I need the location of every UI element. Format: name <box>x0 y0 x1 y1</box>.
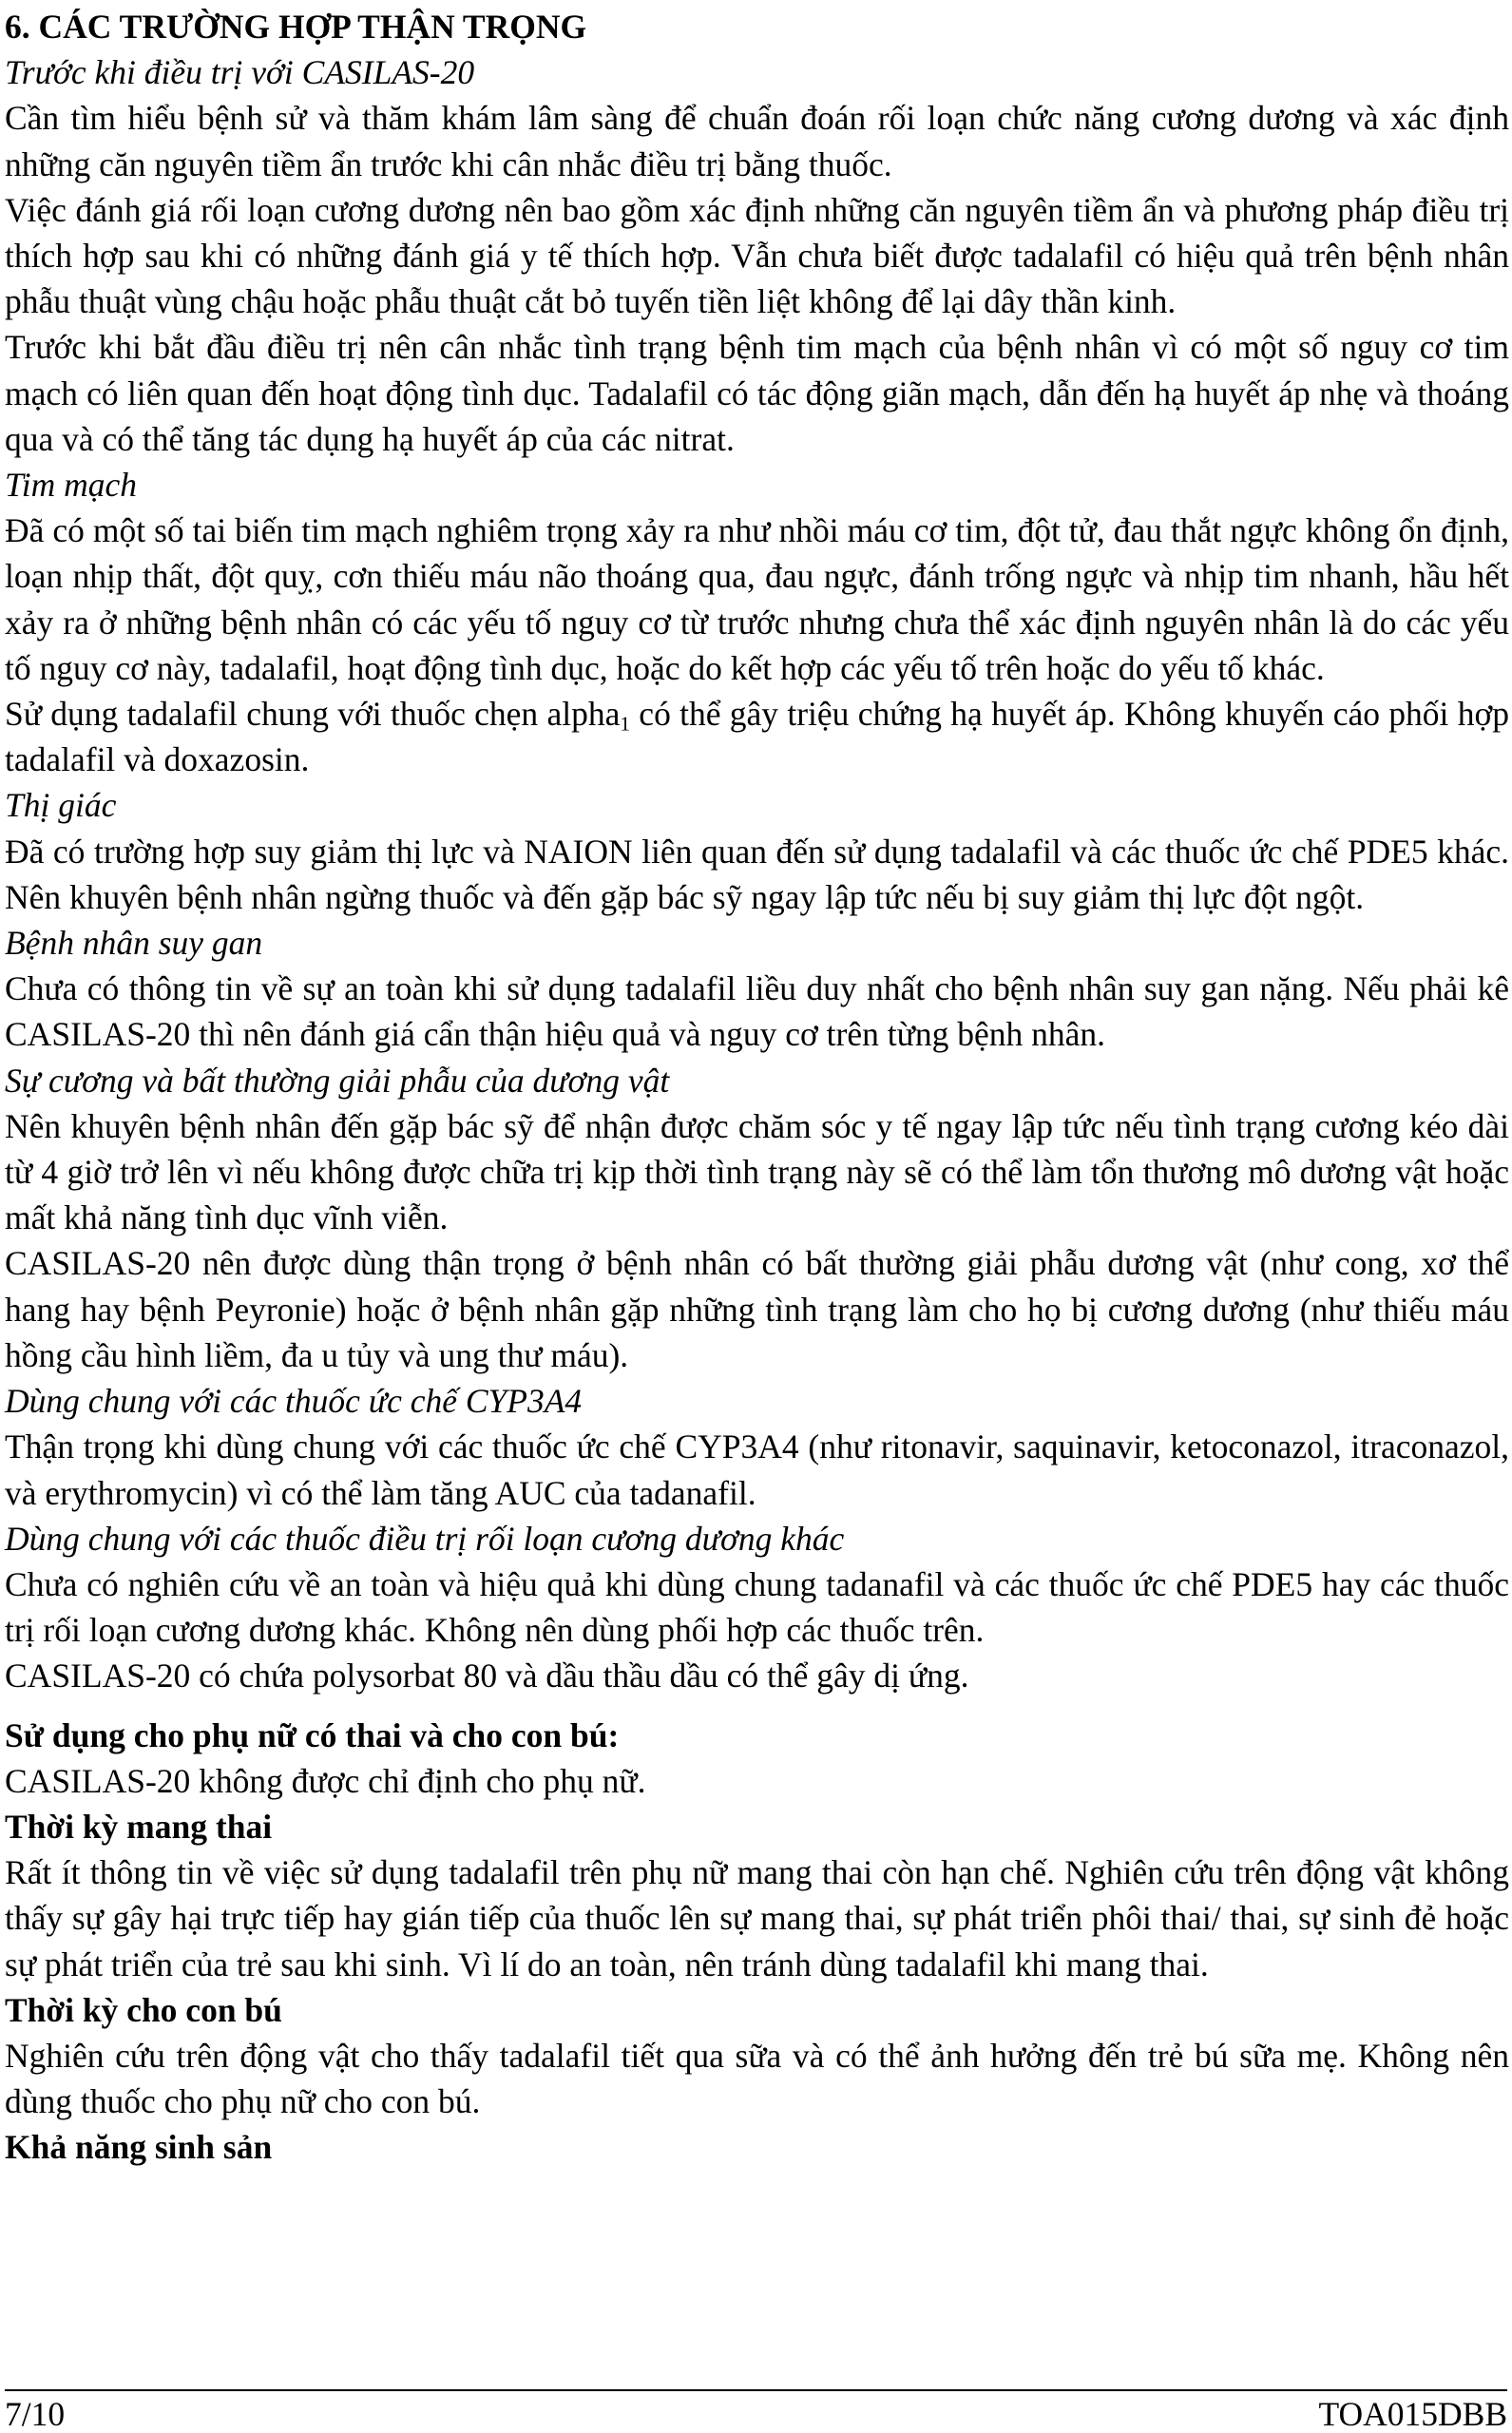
before-treatment-paragraph-3: Trước khi bắt đầu điều trị nên cân nhắc tình trạng bệnh tim mạch của bệnh nhân vì có một số nguy cơ tim mạch có liên quan đến hoạt động tình dục. Tadalafil có tác động giãn mạch, dẫn đến hạ huyết áp nhẹ và thoáng qua và có thể tăng tác dụng hạ huyết áp của các nitrat. <box>5 328 1509 458</box>
pregnancy-period-heading: Thời kỳ mang thai <box>5 1807 273 1846</box>
lactation-heading: Thời kỳ cho con bú <box>5 1990 282 2029</box>
pregnancy-title: Sử dụng cho phụ nữ có thai và cho con bú: <box>5 1715 620 1754</box>
vision-heading: Thị giác <box>5 786 117 825</box>
other-ed-paragraph-1: Chưa có nghiên cứu về an toàn và hiệu quả khi dùng chung tadanafil và các thuốc ức chế PDE5 hay các thuốc trị rối loạn cương dương khác. Không nên dùng phối hợp các thuốc trên. <box>5 1564 1509 1650</box>
section-gap <box>5 1699 1509 1713</box>
cardiovascular-paragraph-2 <box>5 691 1509 782</box>
other-ed-heading: Dùng chung với các thuốc điều trị rối loạn cương dương khác <box>5 1519 845 1558</box>
cyp3a4-heading: Dùng chung với các thuốc ức chế CYP3A4 <box>5 1382 583 1421</box>
cardiovascular-paragraph-1: Đã có một số tai biến tim mạch nghiêm trọng xảy ra như nhồi máu cơ tim, đột tử, đau thắt ngực không ổn định, loạn nhịp thất, đột quỵ, cơn thiếu máu não thoáng qua, đau ngực, đánh trống ngực và nhịp tim nhanh, hầu hết xảy ra ở những bệnh nhân có các yếu tố nguy cơ từ trước nhưng chưa thể xác định nguyên nhân là do các yếu tố nguy cơ này, tadalafil, hoạt động tình dục, hoặc do kết hợp các yếu tố trên hoặc do yếu tố khác. <box>5 511 1509 687</box>
pregnancy-period-paragraph-1: Rất ít thông tin về việc sử dụng tadalafil trên phụ nữ mang thai còn hạn chế. Nghiên cứu trên động vật không thấy sự gây hại trực tiếp hay gián tiếp của thuốc lên sự mang thai, sự phát triển phôi thai/ thai, sự sinh đẻ hoặc sự phát triển của trẻ sau khi sinh. Vì lí do an toàn, nên tránh dùng tadalafil khi mang thai. <box>5 1853 1509 1983</box>
priapism-heading: Sự cương và bất thường giải phẫu của dương vật <box>5 1061 670 1100</box>
document-code: TOA015DBB <box>1318 2395 1507 2433</box>
priapism-paragraph-1: Nên khuyên bệnh nhân đến gặp bác sỹ để nhận được chăm sóc y tế ngay lập tức nếu tình trạng cương kéo dài từ 4 giờ trở lên vì nếu không được chữa trị kịp thời tình trạng này sẽ có thể làm tổn thương mô dương vật hoặc mất khả năng tình dục vĩnh viễn. <box>5 1106 1509 1237</box>
section-title: 6. CÁC TRƯỜNG HỢP THẬN TRỌNG <box>5 8 587 46</box>
alpha-blocker-text-rest: có thể gây triệu chứng hạ huyết áp. Không khuyến cáo phối hợp tadalafil và doxazosin. <box>5 695 1509 779</box>
before-treatment-paragraph-1: Cần tìm hiểu bệnh sử và thăm khám lâm sàng để chuẩn đoán rối loạn chức năng cương dương và xác định những căn nguyên tiềm ẩn trước khi cân nhắc điều trị bằng thuốc. <box>5 99 1509 183</box>
lactation-paragraph-1: Nghiên cứu trên động vật cho thấy tadalafil tiết qua sữa và có thể ảnh hưởng đến trẻ bú sữa mẹ. Không nên dùng thuốc cho phụ nữ cho con bú. <box>5 2036 1509 2121</box>
page-footer <box>5 2395 1507 2433</box>
cardiovascular-heading: Tim mạch <box>5 466 138 505</box>
document-body <box>5 4 1509 2171</box>
before-treatment-heading: Trước khi điều trị với CASILAS-20 <box>5 53 475 92</box>
alpha-subscript: 1 <box>620 712 630 736</box>
footer-divider <box>5 2389 1507 2391</box>
page-number: 7/10 <box>5 2395 66 2433</box>
fertility-heading: Khả năng sinh sản <box>5 2128 273 2167</box>
alpha-blocker-text: Sử dụng tadalafil chung với thuốc chẹn alpha <box>5 695 621 734</box>
pregnancy-paragraph-1: CASILAS-20 không được chỉ định cho phụ nữ. <box>5 1761 646 1800</box>
priapism-paragraph-2: CASILAS-20 nên được dùng thận trọng ở bệnh nhân có bất thường giải phẫu dương vật (như cong, xơ thể hang hay bệnh Peyronie) hoặc ở bệnh nhân gặp những tình trạng làm cho họ bị cương dương (như thiếu máu hồng cầu hình liềm, đa u tủy và ung thư máu). <box>5 1244 1509 1374</box>
vision-paragraph-1: Đã có trường hợp suy giảm thị lực và NAION liên quan đến sử dụng tadalafil và các thuốc ức chế PDE5 khác. Nên khuyên bệnh nhân ngừng thuốc và đến gặp bác sỹ ngay lập tức nếu bị suy giảm thị lực đột ngột. <box>5 832 1509 916</box>
liver-paragraph-1: Chưa có thông tin về sự an toàn khi sử dụng tadalafil liều duy nhất cho bệnh nhân suy gan nặng. Nếu phải kê CASILAS-20 thì nên đánh giá cẩn thận hiệu quả và nguy cơ trên từng bệnh nhân. <box>5 969 1509 1054</box>
other-ed-paragraph-2: CASILAS-20 có chứa polysorbat 80 và dầu thầu dầu có thể gây dị ứng. <box>5 1657 969 1695</box>
before-treatment-paragraph-2: Việc đánh giá rối loạn cương dương nên bao gồm xác định những căn nguyên tiềm ẩn và phương pháp điều trị thích hợp sau khi có những đánh giá y tế thích hợp. Vẫn chưa biết được tadalafil có hiệu quả trên bệnh nhân phẫu thuật vùng chậu hoặc phẫu thuật cắt bỏ tuyến tiền liệt không để lại dây thần kinh. <box>5 190 1509 321</box>
cyp3a4-paragraph-1: Thận trọng khi dùng chung với các thuốc ức chế CYP3A4 (như ritonavir, saquinavir, ketoconazol, itraconazol, và erythromycin) vì có thể làm tăng AUC của tadanafil. <box>5 1427 1509 1512</box>
liver-heading: Bệnh nhân suy gan <box>5 924 263 963</box>
